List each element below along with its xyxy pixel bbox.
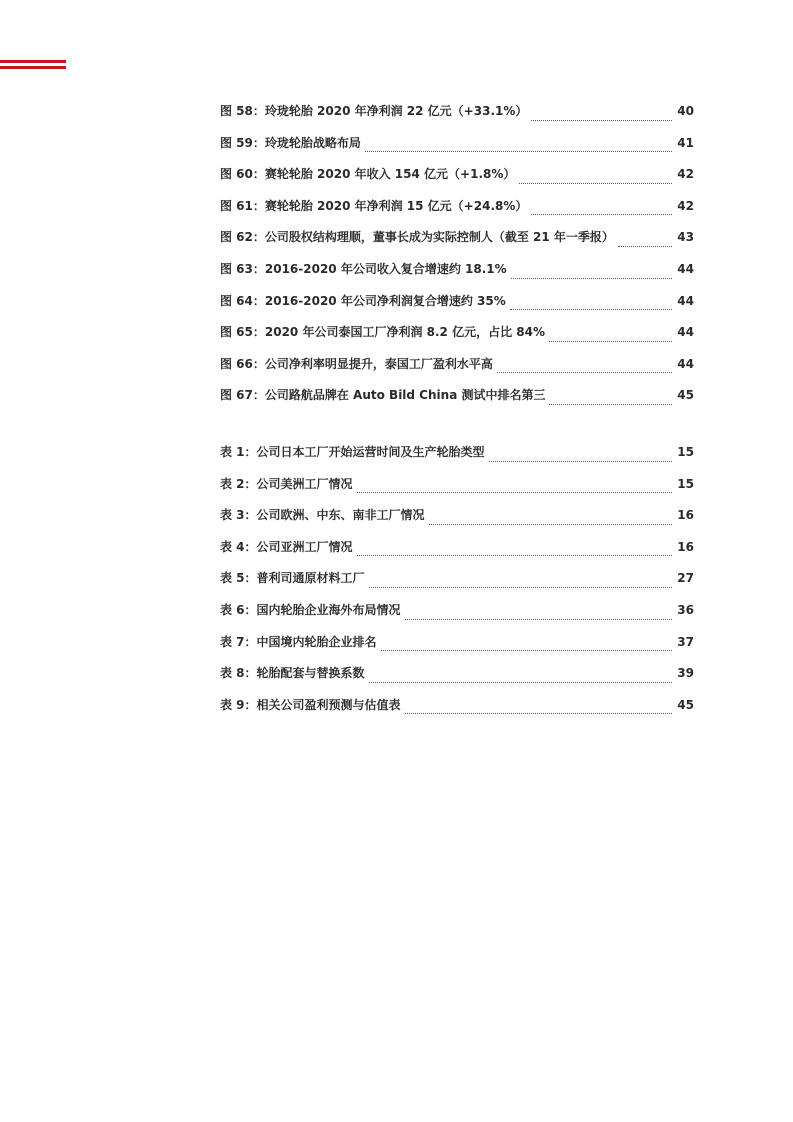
figure-entry-label: 图 65：2020 年公司泰国工厂净利润 8.2 亿元，占比 84% [220, 325, 545, 340]
table-entry-page: 37 [677, 634, 694, 649]
figure-entry-page: 44 [677, 293, 694, 308]
figure-entry[interactable] [220, 290, 694, 322]
table-entry[interactable] [220, 694, 694, 726]
figure-entry-page: 41 [677, 135, 694, 150]
brand-bar-top [0, 60, 66, 63]
brand-bar-bottom [0, 66, 66, 69]
table-entry[interactable] [220, 504, 694, 536]
figure-entry-label: 图 61：赛轮轮胎 2020 年净利润 15 亿元（+24.8%） [220, 198, 528, 213]
figure-entry-page: 43 [677, 230, 694, 245]
figure-entry[interactable] [220, 163, 694, 195]
figure-entry-page: 44 [677, 356, 694, 371]
table-entry-label: 表 4：公司亚洲工厂情况 [220, 539, 353, 554]
figure-entry[interactable] [220, 195, 694, 227]
figure-entry-page: 42 [677, 167, 694, 182]
table-entry[interactable] [220, 662, 694, 694]
figure-entry-label: 图 66：公司净利率明显提升，泰国工厂盈利水平高 [220, 356, 493, 371]
dot-leader [510, 308, 673, 310]
table-list [220, 441, 694, 725]
table-entry-label: 表 1：公司日本工厂开始运营时间及生产轮胎类型 [220, 444, 485, 459]
figure-entry-page: 44 [677, 261, 694, 276]
figure-entry-label: 图 59：玲珑轮胎战略布局 [220, 135, 361, 150]
figure-entry[interactable] [220, 321, 694, 353]
table-entry[interactable] [220, 567, 694, 599]
dot-leader [511, 277, 673, 279]
table-entry[interactable] [220, 631, 694, 663]
table-entry-page: 16 [677, 539, 694, 554]
dot-leader [519, 182, 672, 184]
figure-entry[interactable] [220, 384, 694, 416]
figure-entry-label: 图 58：玲珑轮胎 2020 年净利润 22 亿元（+33.1%） [220, 104, 528, 118]
dot-leader [489, 460, 673, 462]
table-entry-page: 15 [677, 444, 694, 459]
table-entry-label: 表 3：公司欧洲、中东、南非工厂情况 [220, 508, 425, 523]
table-entry[interactable] [220, 473, 694, 505]
table-entry-page: 39 [677, 666, 694, 681]
brand-header-bars [0, 60, 66, 72]
figure-entry-page: 42 [677, 198, 694, 213]
table-entry-label: 表 7：中国境内轮胎企业排名 [220, 634, 377, 649]
dot-leader [531, 213, 672, 215]
table-entry-label: 表 8：轮胎配套与替换系数 [220, 666, 365, 681]
figure-entry-label: 图 60：赛轮轮胎 2020 年收入 154 亿元（+1.8%） [220, 167, 516, 182]
dot-leader [365, 150, 672, 152]
table-entry-page: 45 [677, 697, 694, 712]
figure-entry[interactable] [220, 226, 694, 258]
dot-leader [549, 403, 672, 405]
figure-entry-label: 图 64：2016-2020 年公司净利润复合增速约 35% [220, 293, 506, 308]
table-entry[interactable] [220, 599, 694, 631]
figure-entry[interactable] [220, 132, 694, 164]
figure-entry-page: 45 [677, 388, 694, 403]
dot-leader [429, 523, 673, 525]
dot-leader [405, 712, 673, 714]
dot-leader [381, 649, 673, 651]
table-entry-page: 27 [677, 571, 694, 586]
dot-leader [531, 119, 672, 121]
dot-leader [549, 340, 672, 342]
table-of-contents [220, 100, 694, 725]
dot-leader [357, 491, 673, 493]
table-entry-label: 表 9：相关公司盈利预测与估值表 [220, 697, 401, 712]
table-entry[interactable] [220, 441, 694, 473]
figure-entry[interactable] [220, 353, 694, 385]
dot-leader [369, 681, 673, 683]
table-entry-page: 16 [677, 508, 694, 523]
figure-entry[interactable] [220, 258, 694, 290]
dot-leader [369, 586, 673, 588]
table-entry-page: 15 [677, 476, 694, 491]
figure-entry-label: 图 63：2016-2020 年公司收入复合增速约 18.1% [220, 261, 507, 276]
table-entry-label: 表 6：国内轮胎企业海外布局情况 [220, 602, 401, 617]
table-entry-label: 表 2：公司美洲工厂情况 [220, 476, 353, 491]
dot-leader [405, 618, 673, 620]
figure-entry-page: 40 [677, 104, 694, 118]
dot-leader [357, 554, 673, 556]
table-entry[interactable] [220, 536, 694, 568]
table-entry-label: 表 5：普利司通原材料工厂 [220, 571, 365, 586]
figure-entry-label: 图 62：公司股权结构理顺，董事长成为实际控制人（截至 21 年一季报） [220, 230, 614, 245]
table-entry-page: 36 [677, 602, 694, 617]
figure-list [220, 100, 694, 416]
figure-entry[interactable] [220, 100, 694, 132]
dot-leader [618, 245, 672, 247]
figure-entry-label: 图 67：公司路航品牌在 Auto Bild China 测试中排名第三 [220, 388, 546, 403]
figure-entry-page: 44 [677, 325, 694, 340]
dot-leader [497, 371, 672, 373]
